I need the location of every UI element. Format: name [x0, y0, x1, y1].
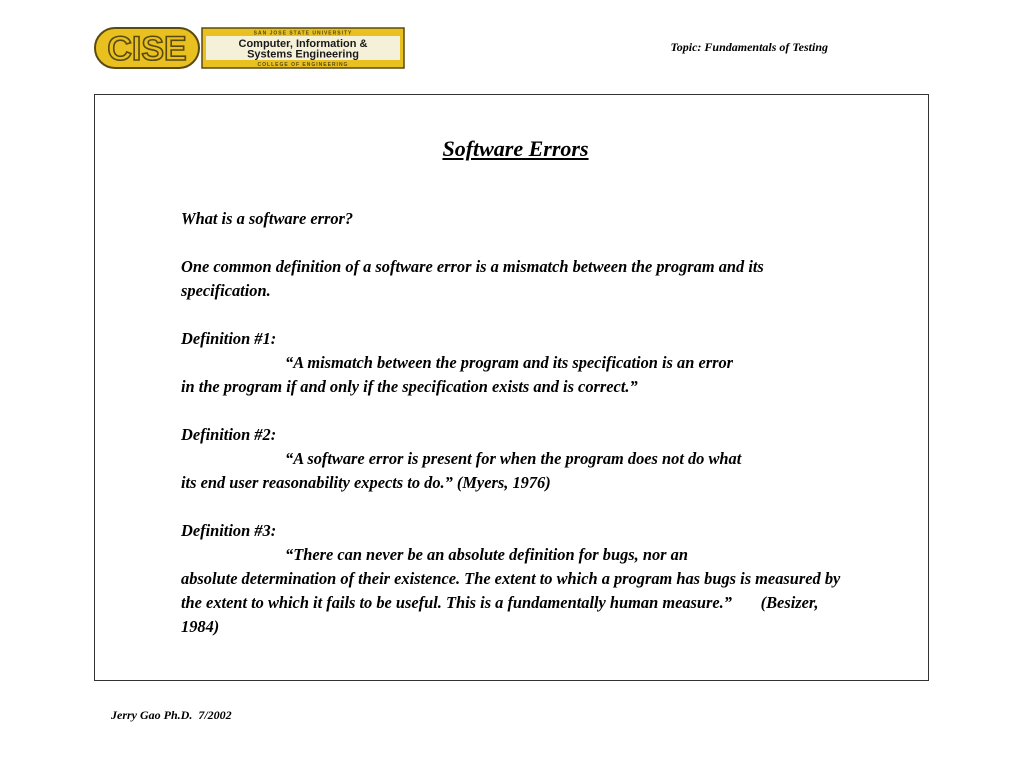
spacer [181, 399, 853, 423]
slide-title: Software Errors [442, 136, 589, 161]
spacer [181, 303, 853, 327]
spacer [181, 495, 853, 519]
definition-3-label: Definition #3: [181, 521, 277, 540]
definition-3 [181, 519, 853, 639]
cise-logo-graphic [94, 27, 406, 69]
footer-author: Jerry Gao Ph.D. 7/2002 [111, 708, 232, 722]
definition-2 [181, 423, 853, 495]
logo-letters: CISE [107, 30, 187, 68]
definition-2-quote [181, 447, 853, 495]
definition-2-quote-rest: its end user reasonability expects to do.” (Myers, 1976) [181, 473, 551, 492]
definition-3-quote-rest: absolute determination of their existence. The extent to which a program has bugs is measured by the extent to which it fails to be useful. This is a fundamentally human measure.” (Besizer, 1984) [181, 569, 845, 636]
definition-2-label: Definition #2: [181, 425, 277, 444]
definition-2-quote-first: “A software error is present for when the program does not do what [285, 449, 742, 468]
definition-1-quote-rest: in the program if and only if the specification exists and is correct.” [181, 377, 638, 396]
definition-1 [181, 327, 853, 399]
slide-frame [94, 94, 929, 681]
topic-label: Topic: Fundamentals of Testing [670, 40, 828, 54]
definition-3-quote [181, 543, 853, 639]
definition-1-quote [181, 351, 853, 399]
definition-3-quote-first: “There can never be an absolute definition for bugs, nor an [285, 545, 688, 564]
logo-university: SAN JOSE STATE UNIVERSITY [253, 30, 353, 37]
logo-line2: Systems Engineering [247, 48, 359, 61]
definition-1-quote-first: “A mismatch between the program and its specification is an error [285, 353, 734, 372]
question-text: What is a software error? [181, 209, 354, 228]
definition-1-label: Definition #1: [181, 329, 277, 348]
logo-line1: Computer, Information & [238, 38, 368, 50]
logo-college: COLLEGE OF ENGINEERING [257, 62, 349, 68]
intro-text: One common definition of a software error is a mismatch between the program and its specification. [181, 257, 764, 300]
slide-content [181, 207, 853, 639]
spacer [181, 231, 853, 255]
cise-logo [94, 27, 406, 69]
